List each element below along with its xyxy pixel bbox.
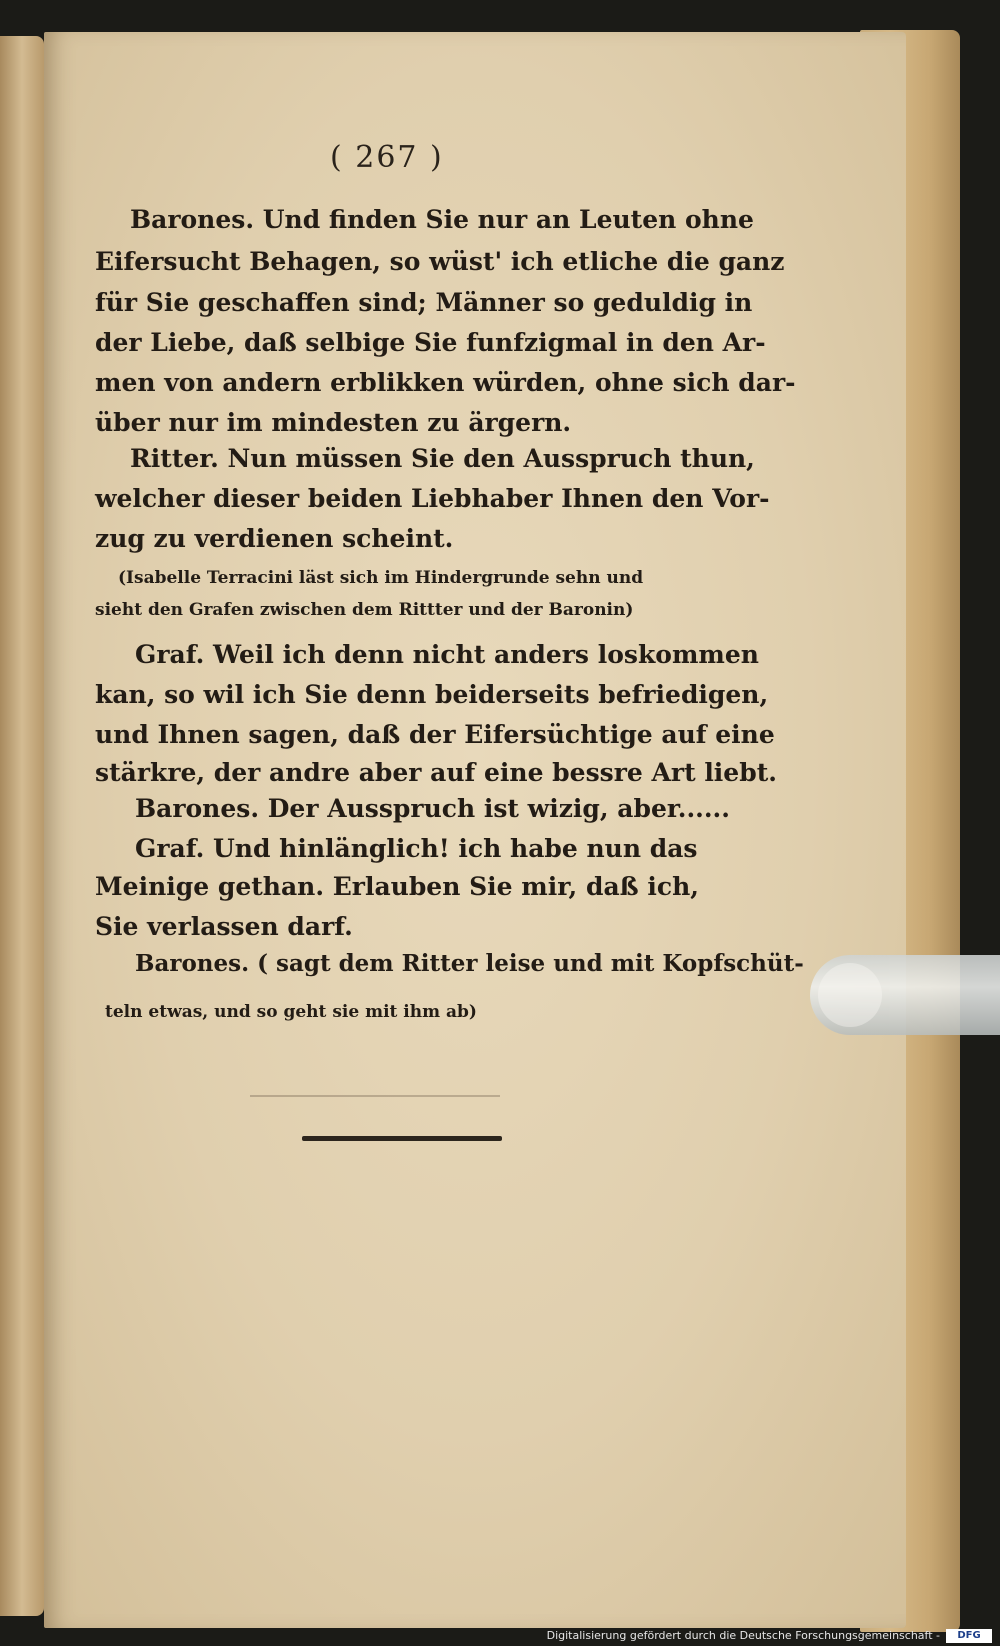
text-line: men von andern erblikken würden, ohne sich dar- [95, 368, 796, 397]
text-line: zug zu verdienen scheint. [95, 524, 454, 553]
text-line: für Sie geschaffen sind; Männer so geduldig in [95, 288, 753, 317]
text-line: Eifersucht Behagen, so wüst' ich etliche die ganz [95, 247, 785, 276]
text-line: Graf. Weil ich denn nicht anders loskommen [135, 640, 759, 669]
stage-direction-line: sieht den Grafen zwischen dem Rittter und der Baronin) [95, 600, 634, 620]
digitization-credit: Digitalisierung gefördert durch die Deutsche Forschungsgemeinschaft - [546, 1629, 940, 1642]
text-line: Meinige gethan. Erlauben Sie mir, daß ich, [95, 872, 699, 901]
page-clip [810, 955, 1000, 1035]
text-line: über nur im mindesten zu ärgern. [95, 408, 572, 437]
section-divider [302, 1136, 502, 1141]
text-line: der Liebe, daß selbige Sie funfzigmal in den Ar- [95, 328, 766, 357]
text-line: Barones. Und finden Sie nur an Leuten ohne [130, 205, 754, 234]
text-line: stärkre, der andre aber auf eine bessre Art liebt. [95, 758, 777, 787]
page-number: ( 267 ) [330, 140, 444, 175]
stage-direction-line: (Isabelle Terracini läst sich im Hindergrunde sehn und [118, 568, 644, 588]
left-page-edge [0, 36, 44, 1616]
text-line: welcher dieser beiden Liebhaber Ihnen den Vor- [95, 484, 770, 513]
text-line: und Ihnen sagen, daß der Eifersüchtige auf eine [95, 720, 775, 749]
text-line: Barones. Der Ausspruch ist wizig, aber...... [135, 794, 730, 823]
text-line: Sie verlassen darf. [95, 912, 353, 941]
text-line: Graf. Und hinlänglich! ich habe nun das [135, 834, 698, 863]
stage-direction-line: teln etwas, und so geht sie mit ihm ab) [105, 1002, 477, 1022]
faint-divider [250, 1095, 500, 1097]
dfg-logo: DFG [946, 1629, 992, 1643]
text-line: kan, so wil ich Sie denn beiderseits befriedigen, [95, 680, 769, 709]
text-line: Barones. ( sagt dem Ritter leise und mit Kopfschüt- [135, 950, 804, 977]
text-line: Ritter. Nun müssen Sie den Ausspruch thun, [130, 444, 755, 473]
